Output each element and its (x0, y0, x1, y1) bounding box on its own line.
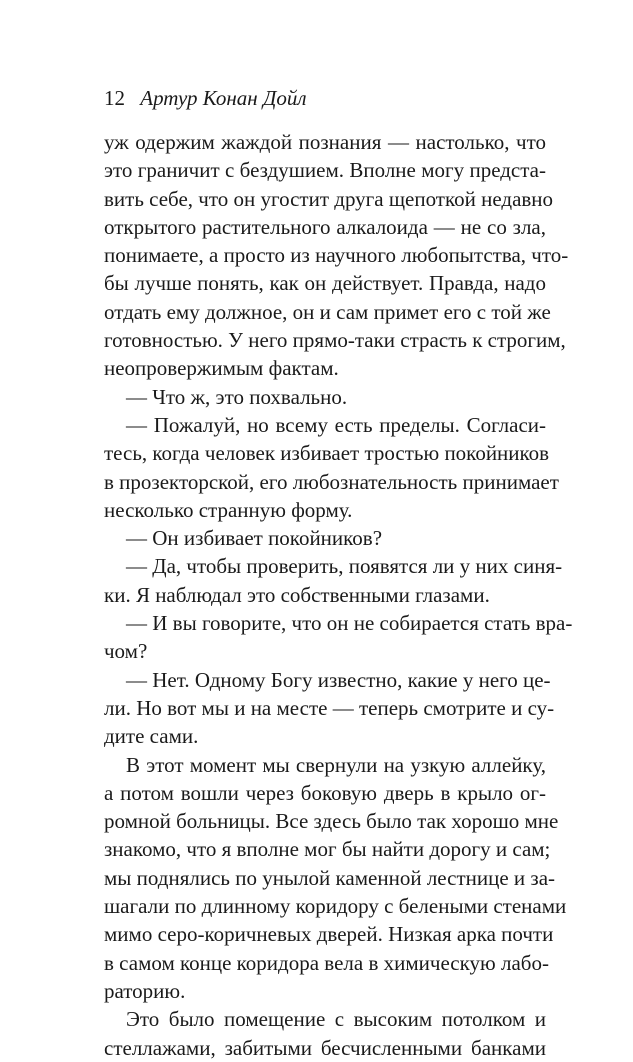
page-number: 12 (104, 86, 125, 110)
text-line: — Нет. Одному Богу известно, какие у него це- (126, 667, 551, 692)
text-line: ромной больницы. Все здесь было так хорошо мне (104, 809, 559, 834)
text-line: ки. Я наблюдал это собственными глазами. (104, 582, 490, 607)
text-line: — И вы говорите, что он не собирается стать вра- (126, 611, 573, 636)
text-line: В этот момент мы свернули на узкую аллейку, (126, 752, 546, 777)
text-line: в прозекторской, его любознательность принимает (104, 469, 559, 494)
text-line: уж одержим жаждой познания — настолько, что (104, 130, 546, 154)
text-line: чом? (104, 639, 148, 664)
text-line: Это было помещение с высоким потолком и (126, 1007, 546, 1032)
body-text (104, 128, 573, 1062)
text-line: стеллажами, забитыми бесчисленными банками (104, 1035, 546, 1060)
text-line: — Пожалуй, но всему есть пределы. Согласи- (126, 412, 546, 437)
running-head (104, 86, 307, 110)
text-line: — Что ж, это похвально. (126, 384, 348, 409)
text-line: — Он избивает покойников? (126, 526, 383, 551)
text-line: дите сами. (104, 724, 199, 749)
text-line: в самом конце коридора вела в химическую лабо- (104, 950, 549, 975)
text-line: — Да, чтобы проверить, появятся ли у них синя- (126, 554, 563, 579)
text-line: мы поднялись по унылой каменной лестнице и за- (104, 865, 556, 890)
text-line: открытого растительного алкалоида — не со зла, (104, 214, 546, 239)
text-line: несколько странную форму. (104, 497, 353, 522)
text-line: отдать ему должное, он и сам примет его с той же (104, 299, 551, 324)
text-line: мимо серо-коричневых дверей. Низкая арка почти (104, 922, 554, 947)
text-line: понимаете, а просто из научного любопытства, что- (104, 243, 569, 268)
text-line: неопровержимым фактам. (104, 356, 339, 381)
text-line: вить себе, что он угостит друга щепоткой недавно (104, 186, 554, 211)
running-head-author: Артур Конан Дойл (140, 86, 307, 110)
text-line: готовностью. У него прямо-таки страсть к строгим, (104, 328, 566, 353)
text-line: шагали по длинному коридору с белеными стенами (104, 894, 567, 919)
text-line: это граничит с бездушием. Вполне могу предста- (104, 158, 546, 183)
text-line: бы лучше понять, как он действует. Правда, надо (104, 271, 546, 296)
text-line: ли. Но вот мы и на месте — теперь смотрите и су- (104, 695, 555, 720)
text-line: раторию. (104, 978, 186, 1003)
text-line: тесь, когда человек избивает тростью покойников (104, 441, 550, 466)
text-line: а потом вошли через боковую дверь в крыло ог- (104, 780, 546, 805)
text-line: знакомо, что я вполне мог бы найти дорогу и сам; (104, 837, 551, 862)
